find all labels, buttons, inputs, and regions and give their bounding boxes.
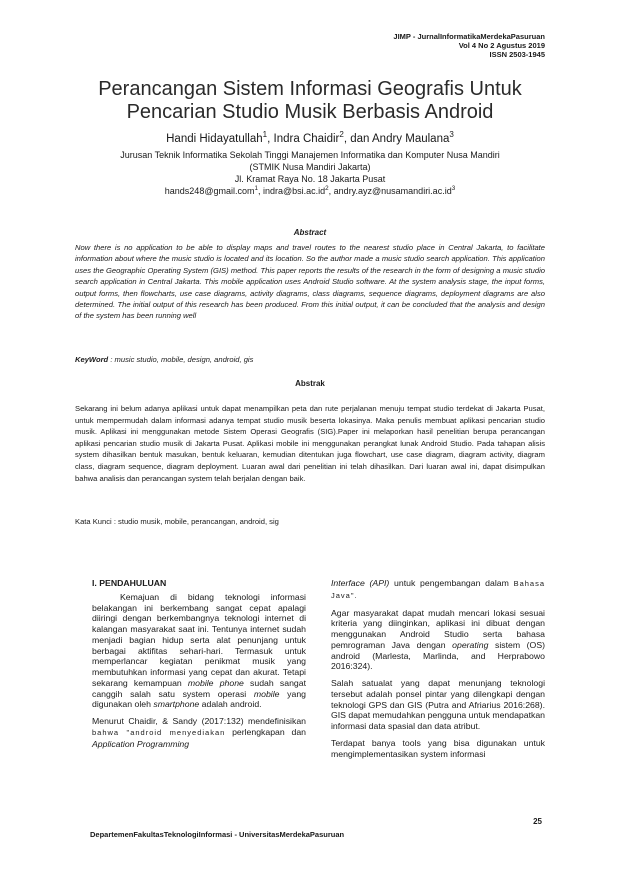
keyword-text: : music studio, mobile, design, android, gis [108, 355, 254, 364]
email-3: , andry.ayz@nusamandiri.ac.id [328, 186, 452, 196]
email-2-sup: 2 [325, 185, 329, 192]
email-1-sup: 1 [254, 185, 258, 192]
author-list [60, 132, 560, 146]
affiliation [60, 149, 560, 197]
author-3: , dan Andry Maulana [343, 133, 450, 145]
intro-paragraph-3 [331, 578, 545, 602]
email-1: hands248@gmail.com [164, 186, 255, 196]
p1-em-mobile: mobile [253, 688, 280, 699]
title-line-2: Pencarian Studio Musik Berbasis Android [126, 101, 494, 123]
p2-em-api: Application Programming [92, 738, 190, 749]
intro-paragraph-4 [331, 608, 545, 673]
indonesian-keywords: Kata Kunci : studio musik, mobile, perancangan, android, sig [75, 517, 279, 526]
title-line-1: Perancangan Sistem Informasi Geografis Untuk [98, 78, 522, 100]
intro-paragraph-1 [92, 592, 306, 710]
p4-text-b: sistem (OS) android (Marlesta, Marlinda, and Herprabowo 2016:324). [331, 639, 546, 672]
p1-text-a: Kemajuan di bidang teknologi informasi belakangan ini berkembang sangat cepat apalagi diiringi dengan berkembangnya teknologi internet di kalangan masyarakat saat ini. Tentunya internet sudah menjadi bagian hidup serta alat penunjang untuk berbagai aktifitas sehari-hari. Termasuk untuk memperlancar kegiatan penikmat musik yang membutuhkan informasi yang cepat dan akurat. Tetapi sekarang kemampuan [92, 591, 306, 688]
affiliation-line-2: (STMIK Nusa Mandiri Jakarta) [249, 162, 371, 172]
p2-spaced-text: bahwa "android menyediakan [92, 727, 226, 737]
journal-issn: ISSN 2503-1945 [489, 50, 545, 59]
author-2: , Indra Chaidir [267, 133, 340, 145]
author-emails [60, 185, 560, 197]
p3-em-interface: Interface (API) [331, 578, 390, 588]
author-1: Handi Hidayatullah [166, 133, 263, 145]
right-column [331, 578, 545, 765]
p4-em-operating: operating [452, 639, 489, 650]
left-column [92, 578, 306, 755]
section-heading: I. PENDAHULUAN [92, 578, 167, 588]
english-keywords [75, 355, 545, 365]
p1-text-d: adalah android. [199, 699, 262, 710]
intro-paragraph-2 [92, 716, 306, 749]
abstract-english: Now there is no application to be able to display maps and travel routes to the nearest studio place in Central Jakarta, to facilitate information about where the music studio is located and its location. So the author made a music studio search application. This application uses the Geographic Operating System (GIS) method. This paper reports the results of the research in the form of designing a music studio search application in Central Jakarta. This mobile application uses Android Studio software. At the system analysis stage, the input forms, output forms, then flowcharts, use case diagrams, activity diagrams, class diagrams, sequence diagrams, deployment diagrams are also determined. The initial output of this research has been produced. From this initial output, it can be concluded that the analysis and design of the system has been running well [75, 243, 545, 321]
affiliation-line-1: Jurusan Teknik Informatika Sekolah Tinggi Manajemen Informatika dan Komputer Nusa Mandiri [120, 150, 500, 160]
affiliation-line-3: Jl. Kramat Raya No. 18 Jakarta Pusat [234, 174, 386, 184]
author-2-sup: 2 [339, 130, 344, 140]
p1-em-mobile-phone: mobile phone [187, 677, 244, 688]
p2-text-a: Menurut Chaidir, & Sandy (2017:132) mendefinisikan [92, 716, 306, 726]
p1-text-b: sudah sangat canggih salah satu system operasi [92, 677, 306, 699]
intro-paragraph-6: Terdapat banya tools yang bisa digunakan untuk mengimplementasikan system informasi [331, 737, 545, 759]
abstract-indonesian: Sekarang ini belum adanya aplikasi untuk dapat menampilkan peta dan rute perjalanan menuju tempat studio terdekat di Jakarta Pusat, untuk mempermudah dalam informasi adanya tempat studio musik beserta lokasinya. Maka penulis membuat aplikasi pencarian studio musik. Aplikasi ini menggunakan metode Sistem Operasi Geografis (SIG).Paper ini melaporkan hasil penelitian berupa perancangan aplikasi pencarian studio musik di Jakarta Pusat. Aplikasi mobile ini menggunakan perangkat lunak Android Studio. Pada tahapan alisis system dihasilkan bentuk masukan, bentuk keluaran, kemudian ditentukan juga flowchart, use case diagram, diagram activity, diagram class, diagram sequence, diagram deployment. Luaran awal dari penelitian ini telah dihasilkan. Dari luaran awal ini, dapat disimpulkan bahwa analisis dan perancangan system telah berjalan dengan baik. [75, 404, 545, 483]
intro-paragraph-5: Salah satualat yang dapat menunjang teknologi tersebut adalah ponsel pintar yang dilengkapi dengan teknologi GPS dan GIS (Putra and Afriarius 2016:268). GIS dapat memudahkan pengguna untuk mendapatkan informasi data spasial dan data atribut. [331, 678, 545, 731]
abstract-heading: Abstract [293, 228, 327, 237]
page-number: 25 [533, 817, 542, 826]
author-3-sup: 3 [449, 130, 454, 140]
p3-spaced-text: Bahasa Java". [331, 579, 545, 600]
p1-em-smartphone: smartphone [153, 699, 200, 710]
abstrak-heading: Abstrak [295, 379, 325, 388]
email-2: , indra@bsi.ac.id [257, 186, 326, 196]
journal-volume: Vol 4 No 2 Agustus 2019 [458, 41, 545, 50]
journal-header [393, 32, 545, 59]
paper-title [60, 78, 560, 124]
email-3-sup: 3 [451, 185, 456, 192]
page-footer: DepartemenFakultasTeknologiInformasi - UniversitasMerdekaPasuruan [90, 830, 345, 839]
author-1-sup: 1 [262, 130, 268, 140]
p3-text-a: untuk pengembangan dalam [389, 578, 514, 588]
keyword-label: KeyWord [75, 355, 109, 364]
p1-text-c: yang digunakan oleh [92, 688, 306, 710]
p2-text-b: perlengkapan dan [225, 726, 306, 737]
p4-text-a: Agar masyarakat dapat mudah mencari lokasi sesuai kriteria yang diinginkan, aplikasi ini dibuat dengan menggunakan Android Studio serta bahasa pemrograman Java dengan [331, 607, 545, 650]
journal-name: JIMP - JurnalInformatikaMerdekaPasuruan [393, 32, 545, 41]
